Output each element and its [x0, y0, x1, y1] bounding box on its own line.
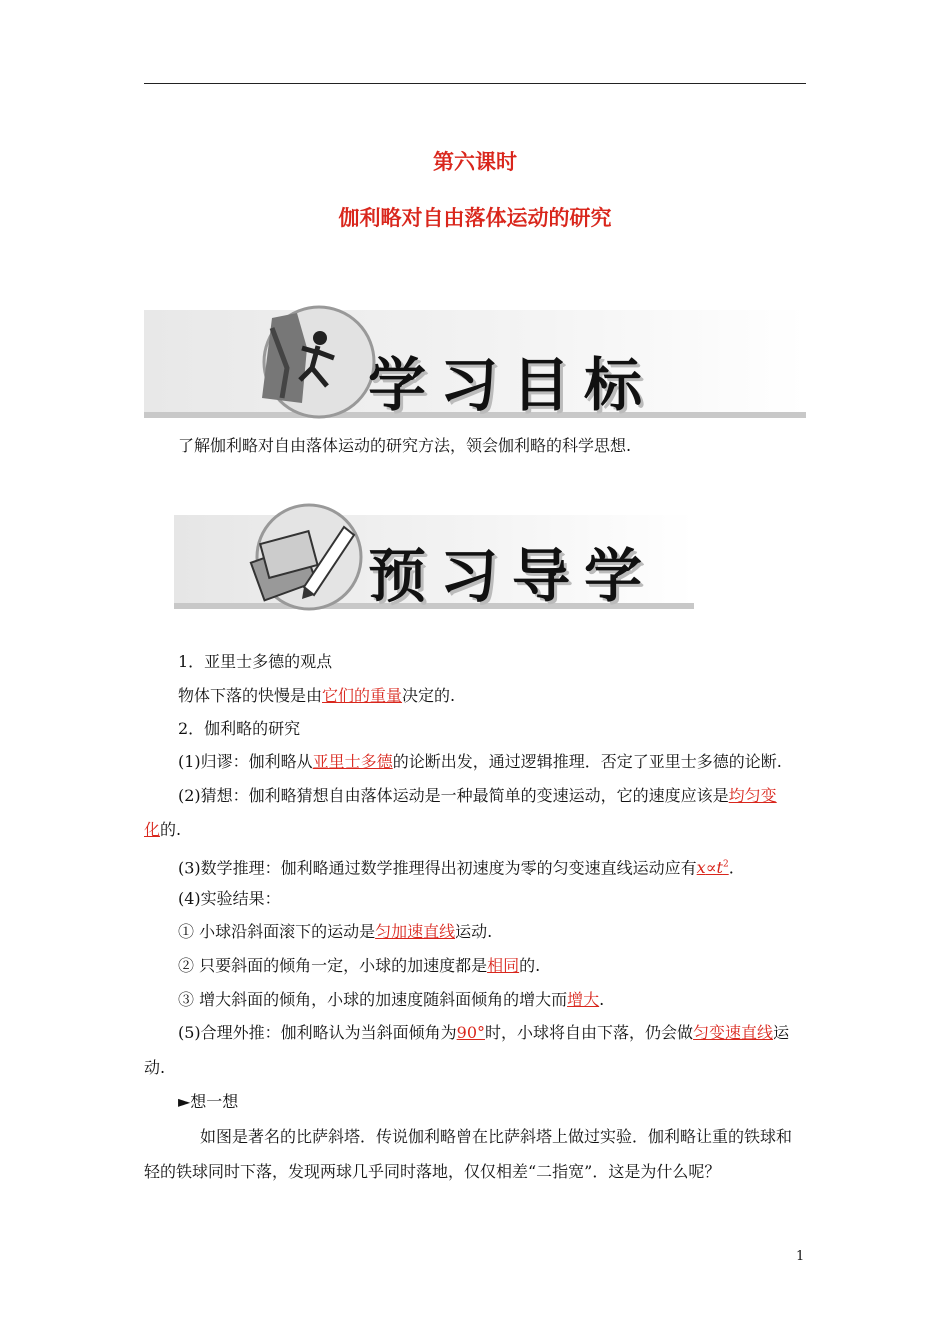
section-heading: 1．亚里士多德的观点: [178, 652, 333, 671]
page-number: 1: [796, 1249, 805, 1264]
banner-title: 预习导学: [368, 542, 657, 610]
answer: 相同: [487, 956, 520, 975]
paragraph: (3)数学推理：伽利略通过数学推理得出初速度为零的匀变速直线运动应有$x\propto t^2$.: [178, 858, 734, 878]
banner-learning-goals: [144, 300, 806, 420]
banner-title: 学习目标: [368, 351, 657, 419]
answer: 增大: [567, 990, 600, 1009]
answer: 90°: [456, 1023, 486, 1042]
answer: 匀加速直线: [375, 922, 456, 941]
climber-icon: [252, 308, 362, 408]
header-rule: [144, 83, 806, 84]
paragraph: (4)实验结果：: [178, 889, 281, 908]
answer: 均匀变: [728, 786, 777, 805]
answer: 它们的重量: [322, 686, 403, 705]
banner-preview-guide: [144, 495, 806, 615]
paragraph: 物体下落的快慢是由它们的重量决定的.: [178, 686, 456, 705]
page-title: 伽利略对自由落体运动的研究: [338, 205, 612, 230]
paragraph: (5)合理外推：伽利略认为当斜面倾角为90°时，小球将自由下落，仍会做匀变速直线运: [178, 1023, 790, 1042]
paragraph: (1)归谬：伽利略从亚里士多德的论断出发，通过逻辑推理．否定了亚里士多德的论断.: [178, 752, 782, 771]
lesson-number: 第六课时: [433, 149, 517, 174]
think-paragraph-continued: 轻的铁球同时下落，发现两球几乎同时落地，仅仅相差“二指宽”．这是为什么呢？: [144, 1162, 721, 1181]
result-item: ① 小球沿斜面滚下的运动是匀加速直线运动.: [178, 922, 493, 941]
paragraph: (2)猜想：伽利略猜想自由落体运动是一种最简单的变速运动，它的速度应该是均匀变: [178, 786, 777, 805]
books-pencil-icon: [244, 507, 364, 607]
answer: $x\propto t^2$: [696, 858, 729, 878]
paragraph-continued: 化的.: [144, 820, 182, 839]
think-paragraph: 如图是著名的比萨斜塔．传说伽利略曾在比萨斜塔上做过实验．伽利略让重的铁球和: [200, 1127, 793, 1146]
think-heading: ►想一想: [178, 1092, 239, 1111]
objective-text: 了解伽利略对自由落体运动的研究方法，领会伽利略的科学思想.: [178, 436, 632, 455]
result-item: ③ 增大斜面的倾角，小球的加速度随斜面倾角的增大而增大.: [178, 990, 605, 1009]
result-item: ② 只要斜面的倾角一定，小球的加速度都是相同的.: [178, 956, 541, 975]
answer: 匀变速直线: [693, 1023, 774, 1042]
answer: 化: [144, 820, 161, 839]
paragraph-continued: 动.: [144, 1058, 166, 1077]
section-heading: 2．伽利略的研究: [178, 719, 301, 738]
answer: 亚里士多德: [312, 752, 393, 771]
